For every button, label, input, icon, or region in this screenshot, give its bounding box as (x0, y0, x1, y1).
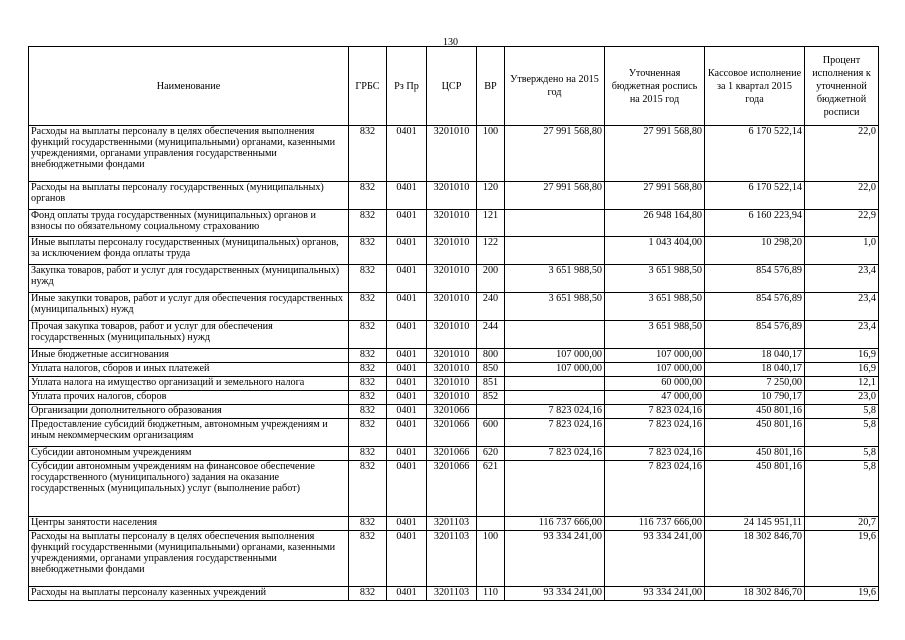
row-rzpr: 0401 (387, 349, 427, 363)
row-approved: 116 737 666,00 (505, 517, 605, 531)
row-csr: 3201010 (427, 126, 477, 182)
table-row (29, 210, 879, 237)
row-vr: 852 (477, 391, 505, 405)
row-refined: 93 334 241,00 (605, 531, 705, 587)
row-vr: 850 (477, 363, 505, 377)
row-approved: 3 651 988,50 (505, 293, 605, 321)
row-percent: 20,7 (805, 517, 879, 531)
row-refined: 47 000,00 (605, 391, 705, 405)
row-percent: 5,8 (805, 405, 879, 419)
row-name: Иные закупки товаров, работ и услуг для обеспечения государственных (муниципальных) нужд (29, 293, 349, 321)
row-vr (477, 405, 505, 419)
table-body (29, 126, 879, 601)
row-grbs: 832 (349, 349, 387, 363)
table-row (29, 517, 879, 531)
row-name: Уплата налога на имущество организаций и земельного налога (29, 377, 349, 391)
row-approved: 3 651 988,50 (505, 265, 605, 293)
row-csr: 3201010 (427, 321, 477, 349)
row-vr: 621 (477, 461, 505, 517)
header-percent: Процент исполнения к уточненной бюджетной росписи (805, 47, 879, 126)
row-percent: 19,6 (805, 587, 879, 601)
row-percent: 23,4 (805, 293, 879, 321)
row-grbs: 832 (349, 237, 387, 265)
row-refined: 116 737 666,00 (605, 517, 705, 531)
row-cash: 18 302 846,70 (705, 587, 805, 601)
row-grbs: 832 (349, 419, 387, 447)
row-approved: 7 823 024,16 (505, 447, 605, 461)
header-row (29, 47, 879, 126)
row-rzpr: 0401 (387, 321, 427, 349)
row-cash: 6 170 522,14 (705, 182, 805, 210)
table-row (29, 391, 879, 405)
row-csr: 3201103 (427, 517, 477, 531)
table-row (29, 405, 879, 419)
row-grbs: 832 (349, 587, 387, 601)
row-vr: 240 (477, 293, 505, 321)
row-refined: 27 991 568,80 (605, 126, 705, 182)
table-row (29, 363, 879, 377)
row-percent: 5,8 (805, 461, 879, 517)
row-rzpr: 0401 (387, 419, 427, 447)
row-grbs: 832 (349, 321, 387, 349)
row-vr: 800 (477, 349, 505, 363)
row-percent: 19,6 (805, 531, 879, 587)
row-refined: 1 043 404,00 (605, 237, 705, 265)
row-cash: 854 576,89 (705, 293, 805, 321)
row-approved (505, 237, 605, 265)
row-name: Расходы на выплаты персоналу в целях обеспечения выполнения функций государственными (муниципальными) органами, казенными учреждениями, органами управления государственными внебюджетными фондами (29, 126, 349, 182)
row-csr: 3201010 (427, 363, 477, 377)
row-vr: 600 (477, 419, 505, 447)
table-row (29, 126, 879, 182)
row-name: Уплата налогов, сборов и иных платежей (29, 363, 349, 377)
row-percent: 16,9 (805, 363, 879, 377)
row-percent: 16,9 (805, 349, 879, 363)
row-approved: 107 000,00 (505, 349, 605, 363)
row-csr: 3201010 (427, 265, 477, 293)
table-row (29, 293, 879, 321)
row-vr (477, 517, 505, 531)
row-vr: 200 (477, 265, 505, 293)
row-rzpr: 0401 (387, 126, 427, 182)
row-grbs: 832 (349, 377, 387, 391)
row-percent: 5,8 (805, 419, 879, 447)
row-approved: 93 334 241,00 (505, 531, 605, 587)
row-grbs: 832 (349, 447, 387, 461)
row-csr: 3201010 (427, 391, 477, 405)
header-cash: Кассовое исполнение за 1 квартал 2015 года (705, 47, 805, 126)
row-name: Расходы на выплаты персоналу казенных учреждений (29, 587, 349, 601)
row-cash: 450 801,16 (705, 461, 805, 517)
row-cash: 450 801,16 (705, 419, 805, 447)
row-name: Фонд оплаты труда государственных (муниципальных) органов и взносы по обязательному социальному страхованию (29, 210, 349, 237)
row-grbs: 832 (349, 363, 387, 377)
row-cash: 7 250,00 (705, 377, 805, 391)
row-percent: 5,8 (805, 447, 879, 461)
row-name: Субсидии автономным учреждениям на финансовое обеспечение государственного (муниципального) задания на оказание государственных (муниципальных) услуг (выполнение работ) (29, 461, 349, 517)
row-approved: 7 823 024,16 (505, 405, 605, 419)
row-vr: 100 (477, 531, 505, 587)
row-name: Уплата прочих налогов, сборов (29, 391, 349, 405)
table-row (29, 419, 879, 447)
row-name: Центры занятости населения (29, 517, 349, 531)
row-cash: 6 160 223,94 (705, 210, 805, 237)
row-rzpr: 0401 (387, 405, 427, 419)
header-grbs: ГРБС (349, 47, 387, 126)
header-name: Наименование (29, 47, 349, 126)
row-refined: 7 823 024,16 (605, 419, 705, 447)
row-approved (505, 377, 605, 391)
row-csr: 3201010 (427, 210, 477, 237)
row-name: Прочая закупка товаров, работ и услуг для обеспечения государственных (муниципальных) нужд (29, 321, 349, 349)
row-grbs: 832 (349, 182, 387, 210)
row-cash: 18 040,17 (705, 349, 805, 363)
row-grbs: 832 (349, 391, 387, 405)
row-refined: 26 948 164,80 (605, 210, 705, 237)
row-name: Закупка товаров, работ и услуг для государственных (муниципальных) нужд (29, 265, 349, 293)
row-csr: 3201010 (427, 293, 477, 321)
row-cash: 854 576,89 (705, 265, 805, 293)
row-csr: 3201103 (427, 587, 477, 601)
row-refined: 3 651 988,50 (605, 265, 705, 293)
header-rzpr: Рз Пр (387, 47, 427, 126)
row-csr: 3201103 (427, 531, 477, 587)
row-name: Субсидии автономным учреждениям (29, 447, 349, 461)
header-approved: Утверждено на 2015 год (505, 47, 605, 126)
row-vr: 244 (477, 321, 505, 349)
row-rzpr: 0401 (387, 391, 427, 405)
row-refined: 107 000,00 (605, 363, 705, 377)
table-row (29, 587, 879, 601)
row-grbs: 832 (349, 517, 387, 531)
row-cash: 450 801,16 (705, 405, 805, 419)
row-csr: 3201010 (427, 237, 477, 265)
row-refined: 107 000,00 (605, 349, 705, 363)
table-row (29, 447, 879, 461)
row-refined: 3 651 988,50 (605, 321, 705, 349)
row-refined: 7 823 024,16 (605, 461, 705, 517)
row-vr: 851 (477, 377, 505, 391)
row-cash: 24 145 951,11 (705, 517, 805, 531)
row-rzpr: 0401 (387, 210, 427, 237)
row-approved (505, 210, 605, 237)
row-refined: 93 334 241,00 (605, 587, 705, 601)
row-rzpr: 0401 (387, 531, 427, 587)
header-vr: ВР (477, 47, 505, 126)
row-name: Иные бюджетные ассигнования (29, 349, 349, 363)
row-csr: 3201066 (427, 461, 477, 517)
budget-table (28, 46, 879, 601)
row-rzpr: 0401 (387, 587, 427, 601)
row-grbs: 832 (349, 293, 387, 321)
row-vr: 110 (477, 587, 505, 601)
row-csr: 3201066 (427, 419, 477, 447)
row-grbs: 832 (349, 210, 387, 237)
row-cash: 18 302 846,70 (705, 531, 805, 587)
row-grbs: 832 (349, 531, 387, 587)
header-csr: ЦСР (427, 47, 477, 126)
row-rzpr: 0401 (387, 293, 427, 321)
row-grbs: 832 (349, 126, 387, 182)
row-refined: 27 991 568,80 (605, 182, 705, 210)
row-approved: 93 334 241,00 (505, 587, 605, 601)
row-cash: 18 040,17 (705, 363, 805, 377)
row-csr: 3201010 (427, 182, 477, 210)
row-approved: 27 991 568,80 (505, 126, 605, 182)
row-cash: 854 576,89 (705, 321, 805, 349)
row-grbs: 832 (349, 461, 387, 517)
row-rzpr: 0401 (387, 265, 427, 293)
row-approved (505, 461, 605, 517)
header-refined: Уточненная бюджетная роспись на 2015 год (605, 47, 705, 126)
row-percent: 1,0 (805, 237, 879, 265)
row-percent: 22,0 (805, 126, 879, 182)
row-csr: 3201066 (427, 405, 477, 419)
row-vr: 620 (477, 447, 505, 461)
row-rzpr: 0401 (387, 237, 427, 265)
page-number: 130 (443, 37, 458, 48)
row-rzpr: 0401 (387, 363, 427, 377)
row-approved (505, 321, 605, 349)
row-refined: 7 823 024,16 (605, 405, 705, 419)
row-percent: 23,0 (805, 391, 879, 405)
table-row (29, 237, 879, 265)
row-approved: 27 991 568,80 (505, 182, 605, 210)
row-csr: 3201010 (427, 377, 477, 391)
row-grbs: 832 (349, 265, 387, 293)
row-cash: 450 801,16 (705, 447, 805, 461)
row-name: Расходы на выплаты персоналу в целях обеспечения выполнения функций государственными (муниципальными) органами, казенными учреждениями, органами управления государственными внебюджетными фондами (29, 531, 349, 587)
row-approved: 7 823 024,16 (505, 419, 605, 447)
row-grbs: 832 (349, 405, 387, 419)
row-cash: 10 790,17 (705, 391, 805, 405)
table-row (29, 531, 879, 587)
row-csr: 3201066 (427, 447, 477, 461)
row-rzpr: 0401 (387, 447, 427, 461)
row-name: Расходы на выплаты персоналу государственных (муниципальных) органов (29, 182, 349, 210)
row-approved: 107 000,00 (505, 363, 605, 377)
row-csr: 3201010 (427, 349, 477, 363)
row-refined: 3 651 988,50 (605, 293, 705, 321)
row-name: Организации дополнительного образования (29, 405, 349, 419)
table-row (29, 461, 879, 517)
table-row (29, 321, 879, 349)
row-vr: 122 (477, 237, 505, 265)
table-row (29, 349, 879, 363)
row-rzpr: 0401 (387, 182, 427, 210)
row-rzpr: 0401 (387, 461, 427, 517)
row-refined: 60 000,00 (605, 377, 705, 391)
row-vr: 121 (477, 210, 505, 237)
row-cash: 10 298,20 (705, 237, 805, 265)
row-name: Предоставление субсидий бюджетным, автономным учреждениям и иным некоммерческим организациям (29, 419, 349, 447)
row-percent: 22,9 (805, 210, 879, 237)
row-percent: 23,4 (805, 321, 879, 349)
table-row (29, 182, 879, 210)
row-rzpr: 0401 (387, 517, 427, 531)
row-percent: 22,0 (805, 182, 879, 210)
row-percent: 12,1 (805, 377, 879, 391)
table-row (29, 377, 879, 391)
row-vr: 120 (477, 182, 505, 210)
row-rzpr: 0401 (387, 377, 427, 391)
row-percent: 23,4 (805, 265, 879, 293)
table-row (29, 265, 879, 293)
row-approved (505, 391, 605, 405)
row-cash: 6 170 522,14 (705, 126, 805, 182)
row-vr: 100 (477, 126, 505, 182)
row-refined: 7 823 024,16 (605, 447, 705, 461)
row-name: Иные выплаты персоналу государственных (муниципальных) органов, за исключением фонда оплаты труда (29, 237, 349, 265)
